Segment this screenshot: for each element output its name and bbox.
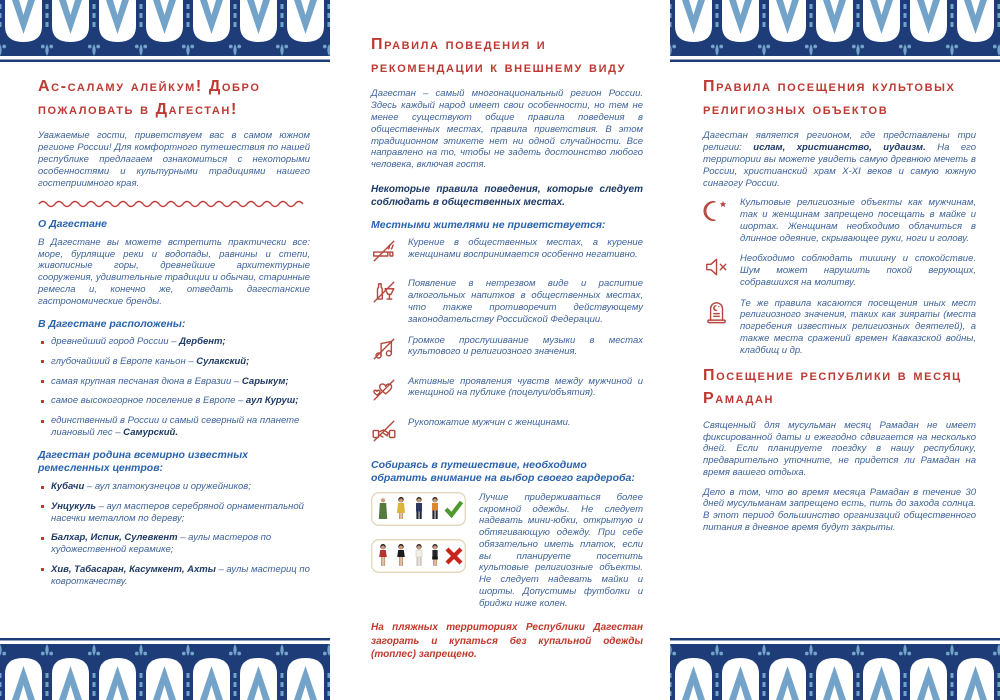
- rules-heading: Местными жителями не приветствуется:: [371, 218, 606, 231]
- no-alcohol-icon: [371, 279, 397, 310]
- rule-item: [371, 417, 643, 449]
- behaviour-title: Правила поведения и рекомендации к внешнему виду: [371, 36, 627, 76]
- beach-warning: На пляжных территориях Республики Дагестан загорать и купаться без купальной одежды (топлес) запрещено.: [371, 622, 643, 661]
- panel-welcome: [0, 0, 330, 700]
- list-item: Хив, Табасаран, Касумкент, Ахты – аулы мастериц по ковроткачеству.: [38, 564, 310, 588]
- rule-text: Появление в нетрезвом виде и распитие алкогольных напитков в общественных местах, что также противоречит действующему законодательству Российской Федерации.: [408, 278, 643, 325]
- list-item: самое высокогорное поселение в Европе – аул Куруш;: [38, 395, 310, 407]
- crafts-list: [38, 481, 310, 587]
- rule-item: [371, 278, 643, 325]
- ramadan-paragraph-1: Священный для мусульман месяц Рамадан не имеет фиксированной даты и ежегодно сдвигается на несколько дней. Если планируете поездку в нашу республику, предварительно уточните, не придется ли Рамадан на время вашего отдыха.: [703, 419, 976, 478]
- ornament-border-bottom: [0, 638, 330, 700]
- rule-text: Курение в общественных местах, а курение женщинами воспринимается особенно негативно.: [408, 237, 643, 261]
- rule-item: [703, 253, 976, 288]
- panel-religious-rules: [670, 0, 1000, 700]
- rule-item: [703, 197, 976, 244]
- welcome-title: Ас-саламу алейкум! Добро пожаловать в Дагестан!: [38, 78, 261, 118]
- crafts-heading: Дагестан родина всемирно известных ремесленных центров:: [38, 448, 249, 475]
- ramadan-title: Посещение республики в месяц Рамадан: [703, 367, 962, 408]
- rule-item: [371, 335, 643, 367]
- about-heading: О Дагестане: [38, 218, 108, 231]
- religious-title: Правила посещения культовых религиозных объектов: [703, 78, 956, 118]
- list-item: глубочайший в Европе каньон – Сулакский;: [38, 356, 310, 368]
- immodest-clothing-image: [371, 539, 466, 573]
- wardrobe-text: Лучше придерживаться более скромной одежды. Не следует надевать мини-юбки, открытую и обтягивающую одежду. При себе обязательно иметь платок, если вы планируете посетить культовые религиозные объекты. Не следует надевать майки и шорты. Допустимы футболки и бриджи ниже колен.: [479, 491, 643, 609]
- ornament-border-bottom: [670, 638, 1000, 700]
- no-affection-icon: [371, 377, 397, 408]
- ramadan-paragraph-2: Дело в том, что во время месяца Рамадан в течение 30 дней мусульманам запрещено есть, пить до захода солнца. В этот период большинство организаций общественного питания в дневное время будут закрыты.: [703, 486, 976, 534]
- muted-speaker-icon: [703, 254, 729, 285]
- wardrobe-heading: Собираясь в путешествие, необходимо обратить внимание на выбор своего гардероба:: [371, 458, 635, 485]
- rule-text: Рукопожатие мужчин с женщинами.: [408, 416, 571, 428]
- rule-text: Громкое прослушивание музыки в местах культового и религиозного значения.: [408, 334, 643, 358]
- about-text: В Дагестане вы можете встретить практически все: море, бурлящие реки и водопады, равнины и степи, живописные горы, древнейшие архитектурные сооружения, удивительные традиции и обычаи, старинные ремесла и, конечно же, отведать дагестанские гастрономические бренды.: [38, 236, 310, 307]
- no-smoking-icon: [371, 238, 397, 269]
- no-handshake-icon: [371, 418, 397, 449]
- no-music-icon: [371, 336, 397, 367]
- modest-clothing-image: [371, 492, 466, 526]
- religious-intro: Дагестан является регионом, где представлены три религии: ислам, христианство, иудаизм. На его территории вы можете увидеть самую древнюю мечеть в России, христианский храм X-XI веков и самую южную синагогу России.: [703, 130, 976, 189]
- behaviour-intro: Дагестан – самый многонациональный регион России. Здесь каждый народ имеет свои особенности, но тем не менее существуют общие правила поведения в общественных местах, правила приветствия. В этом традиционном этикете нет ни одной случайности. Все направлено на то, чтобы не задеть достоинство любого человека, включая гостя.: [371, 88, 643, 171]
- wardrobe-images: [371, 492, 468, 610]
- rule-item: [371, 376, 643, 408]
- list-item: Унцукуль – аул мастеров серебряной орнаментальной насечки металлом по дереву;: [38, 501, 310, 525]
- list-item: единственный в России и самый северный на планете лиановый лес – Самурский.: [38, 415, 310, 439]
- rule-text: Культовые религиозные объекты как мужчинам, так и женщинам запрещено посещать в майке и шортах. Женщинам необходимо облачиться в длинное одеяние, скрывающее руки, ноги и голову.: [740, 197, 976, 244]
- crescent-star-icon: [703, 198, 729, 229]
- rule-text: Те же правила касаются посещения иных мест религиозного значения, таких как зияраты (места погребения известных религиозных деятелей), а также места сражений времен Кавказской войны, кладбищ и др.: [740, 297, 976, 356]
- list-item: Кубачи – аул златокузнецов и оружейников;: [38, 481, 310, 493]
- panel-behaviour-rules: [335, 0, 665, 700]
- list-item: самая крупная песчаная дюна в Евразии – Сарыкум;: [38, 376, 310, 388]
- welcome-intro: Уважаемые гости, приветствуем вас в самом южном регионе России! Для комфортного путешествия по нашей республике предлагаем ознакомиться с некоторыми особенностями и культурными традициями нашего гостеприимного края.: [38, 130, 310, 189]
- landmarks-list: [38, 336, 310, 439]
- rule-item: [703, 298, 976, 357]
- rule-text: Необходимо соблюдать тишину и спокойствие. Шум может нарушить покой верующих, собравшихся на молитву.: [740, 253, 976, 288]
- located-heading: В Дагестане расположены:: [38, 317, 186, 330]
- list-item: Балхар, Испик, Сулевкент – аулы мастеров по художественной керамике;: [38, 532, 310, 556]
- rule-item: [371, 237, 643, 269]
- wardrobe-section: [371, 492, 643, 610]
- gravestone-icon: [703, 299, 729, 330]
- behaviour-note: Некоторые правила поведения, которые следует соблюдать в общественных местах.: [371, 183, 643, 208]
- list-item: древнейший город России – Дербент;: [38, 336, 310, 348]
- rule-text: Активные проявления чувств между мужчиной и женщиной на публике (поцелуи/объятия).: [408, 375, 643, 399]
- wavy-divider: [38, 199, 308, 208]
